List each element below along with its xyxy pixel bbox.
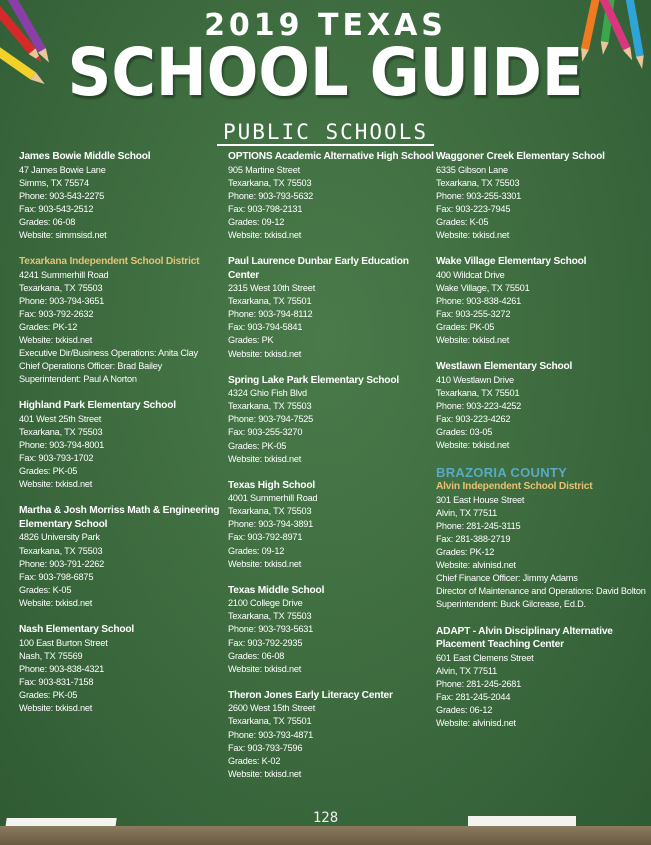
school-detail-line: Texarkana, TX 75503 bbox=[228, 506, 312, 517]
school-detail-line: Website: txkisd.net bbox=[19, 479, 93, 490]
school-name: Martha & Josh Morriss Math & Engineering Elementary School bbox=[19, 505, 220, 530]
school-entry bbox=[228, 584, 436, 676]
school-detail-line: Website: txkisd.net bbox=[228, 229, 302, 240]
county-heading: BRAZORIA COUNTY bbox=[436, 465, 568, 481]
school-detail-line: Grades: K-02 bbox=[228, 755, 281, 766]
school-detail-line: Texarkana, TX 75503 bbox=[228, 177, 312, 188]
school-detail-line: 4241 Summerhill Road bbox=[19, 269, 109, 280]
school-detail-line: Fax: 903-255-3272 bbox=[436, 308, 511, 319]
school-detail-line: 401 West 25th Street bbox=[19, 413, 102, 424]
district-name: Alvin Independent School District bbox=[436, 481, 593, 493]
school-name: Spring Lake Park Elementary School bbox=[228, 374, 399, 386]
school-entry bbox=[19, 399, 227, 491]
school-detail-line: 301 East House Street bbox=[436, 494, 525, 505]
school-detail-line: Phone: 903-223-4252 bbox=[436, 400, 522, 411]
school-entry bbox=[19, 504, 227, 610]
school-detail-line: 601 East Clemens Street bbox=[436, 652, 534, 663]
school-detail-line: Nash, TX 75569 bbox=[19, 650, 83, 661]
school-name: James Bowie Middle School bbox=[19, 151, 151, 162]
school-detail-line: Website: txkisd.net bbox=[19, 703, 93, 713]
school-detail-line: Texarkana, TX 75503 bbox=[436, 177, 520, 188]
school-detail-line: Fax: 903-792-2632 bbox=[19, 308, 94, 319]
page-header bbox=[0, 0, 651, 150]
school-detail-line: Superintendent: Buck Gilcrease, Ed.D. bbox=[436, 599, 586, 610]
school-entry bbox=[228, 255, 436, 361]
school-detail-line: Grades: PK-05 bbox=[228, 440, 287, 451]
school-detail-line: Fax: 903-793-1702 bbox=[19, 453, 94, 464]
school-entry bbox=[19, 150, 227, 242]
school-detail-line: Phone: 903-794-3891 bbox=[228, 519, 314, 530]
school-detail-line: 2100 College Drive bbox=[228, 598, 303, 609]
school-detail-line: Texarkana, TX 75501 bbox=[436, 387, 520, 398]
school-detail-line: Simms, TX 75574 bbox=[19, 177, 89, 188]
page-number: 128 bbox=[312, 810, 339, 826]
school-detail-line: Phone: 281-245-2681 bbox=[436, 678, 522, 689]
school-detail-line: Phone: 903-793-4871 bbox=[228, 729, 314, 740]
school-detail-line: Grades: 06-08 bbox=[19, 216, 76, 227]
school-detail-line: Grades: 06-12 bbox=[436, 704, 493, 715]
school-detail-line: Website: txkisd.net bbox=[228, 453, 302, 464]
school-detail-line: Superintendent: Paul A Norton bbox=[19, 374, 137, 385]
school-entry bbox=[436, 625, 646, 731]
school-name: Nash Elementary School bbox=[19, 624, 135, 636]
school-detail-line: Chief Finance Officer: Jimmy Adams bbox=[436, 573, 578, 584]
school-detail-line: Website: txkisd.net bbox=[436, 440, 510, 451]
school-detail-line: 400 Wildcat Drive bbox=[436, 269, 505, 280]
school-detail-line: Fax: 903-793-7596 bbox=[228, 742, 303, 753]
school-detail-line: Grades: 09-12 bbox=[228, 545, 285, 556]
school-name: Theron Jones Early Literacy Center bbox=[228, 689, 393, 701]
school-detail-line: Grades: PK-12 bbox=[19, 321, 78, 332]
school-detail-line: Phone: 903-543-2275 bbox=[19, 190, 105, 201]
school-detail-line: Website: txkisd.net bbox=[436, 229, 510, 240]
school-detail-line: Texarkana, TX 75503 bbox=[19, 545, 103, 556]
school-detail-line: Alvin, TX 77511 bbox=[436, 665, 498, 676]
school-detail-line: Phone: 903-255-3301 bbox=[436, 190, 522, 201]
school-detail-line: Fax: 903-543-2512 bbox=[19, 203, 94, 214]
school-name: Highland Park Elementary School bbox=[19, 400, 176, 412]
school-detail-line: Grades: PK bbox=[228, 335, 274, 346]
school-detail-line: Grades: 03-05 bbox=[436, 427, 493, 437]
school-detail-line: Fax: 903-831-7158 bbox=[19, 676, 94, 687]
school-detail-line: 6335 Gibson Lane bbox=[436, 164, 508, 175]
school-detail-line: 47 James Bowie Lane bbox=[19, 164, 106, 175]
school-detail-line: Phone: 903-794-3651 bbox=[19, 295, 105, 306]
district-name: Texarkana Independent School District bbox=[19, 256, 200, 268]
school-detail-line: Website: txkisd.net bbox=[19, 335, 93, 346]
school-detail-line: Texarkana, TX 75503 bbox=[228, 611, 312, 622]
school-detail-line: Website: txkisd.net bbox=[436, 335, 510, 346]
school-detail-line: Fax: 903-794-5841 bbox=[228, 322, 303, 333]
school-name: Texas Middle School bbox=[228, 584, 325, 596]
school-detail-line: 905 Martine Street bbox=[228, 164, 300, 175]
school-detail-line: Fax: 903-223-7945 bbox=[436, 203, 511, 214]
school-entry bbox=[228, 479, 436, 571]
school-entry bbox=[19, 623, 227, 715]
school-detail-line: Grades: PK-05 bbox=[19, 466, 78, 477]
school-entry bbox=[228, 374, 436, 466]
directory-column-3 bbox=[436, 150, 646, 743]
school-detail-line: Fax: 903-255-3270 bbox=[228, 427, 303, 438]
school-detail-line: 2315 West 10th Street bbox=[228, 283, 316, 294]
school-detail-line: Phone: 903-794-8112 bbox=[228, 309, 313, 320]
school-detail-line: Phone: 903-794-7525 bbox=[228, 414, 314, 425]
directory-column-2 bbox=[228, 150, 436, 794]
school-entry bbox=[19, 255, 227, 386]
school-name: OPTIONS Academic Alternative High School bbox=[228, 151, 434, 162]
directory-column-1 bbox=[19, 150, 227, 728]
school-entry bbox=[228, 150, 436, 242]
school-detail-line: Texarkana, TX 75503 bbox=[19, 282, 103, 293]
school-entry bbox=[436, 360, 646, 452]
school-name: ADAPT - Alvin Disciplinary Alternative Placement Teaching Center bbox=[436, 625, 613, 651]
section-subtitle bbox=[0, 120, 651, 144]
school-entry bbox=[228, 689, 436, 781]
school-detail-line: Fax: 903-223-4262 bbox=[436, 413, 511, 424]
school-detail-line: Wake Village, TX 75501 bbox=[436, 282, 530, 293]
school-detail-line: Fax: 903-792-2935 bbox=[228, 637, 303, 648]
school-detail-line: Grades: PK-12 bbox=[436, 547, 495, 558]
school-detail-line: Phone: 903-838-4321 bbox=[19, 663, 105, 674]
school-detail-line: Fax: 903-792-8971 bbox=[228, 532, 303, 543]
school-name: Paul Laurence Dunbar Early Education Center bbox=[228, 256, 409, 281]
school-detail-line: Director of Maintenance and Operations: David Bolton bbox=[436, 586, 646, 597]
school-detail-line: Website: alvinisd.net bbox=[436, 560, 516, 571]
school-entry bbox=[436, 255, 646, 347]
school-detail-line: Website: txkisd.net bbox=[19, 597, 93, 608]
school-detail-line: 4324 Ghio Fish Blvd bbox=[228, 388, 307, 399]
school-detail-line: Website: txkisd.net bbox=[228, 348, 302, 359]
school-detail-line: Phone: 903-793-5632 bbox=[228, 190, 314, 201]
school-detail-line: Website: txkisd.net bbox=[228, 768, 302, 779]
school-detail-line: Grades: K-05 bbox=[19, 584, 72, 595]
school-detail-line: Texarkana, TX 75503 bbox=[228, 401, 312, 412]
school-detail-line: Grades: PK-05 bbox=[436, 321, 495, 332]
school-name: Texas High School bbox=[228, 479, 315, 491]
school-detail-line: 100 East Burton Street bbox=[19, 637, 108, 648]
school-detail-line: Grades: 09-12 bbox=[228, 216, 285, 227]
school-detail-line: Fax: 281-388-2719 bbox=[436, 533, 511, 544]
school-detail-line: Website: txkisd.net bbox=[228, 663, 302, 674]
school-detail-line: Grades: K-05 bbox=[436, 216, 489, 227]
school-entry bbox=[436, 465, 646, 611]
school-detail-line: Executive Dir/Business Operations: Anita Clay bbox=[19, 348, 198, 359]
school-detail-line: Grades: 06-08 bbox=[228, 650, 285, 661]
school-detail-line: Chief Operations Officer: Brad Bailey bbox=[19, 361, 163, 372]
school-detail-line: Alvin, TX 77511 bbox=[436, 507, 498, 518]
school-detail-line: 4826 University Park bbox=[19, 532, 100, 543]
school-detail-line: Fax: 903-798-2131 bbox=[228, 203, 303, 214]
school-detail-line: 410 Westlawn Drive bbox=[436, 374, 514, 385]
school-entry bbox=[436, 150, 646, 242]
chalk-tray bbox=[0, 826, 651, 845]
school-detail-line: 2600 West 15th Street bbox=[228, 703, 316, 714]
school-detail-line: Phone: 903-838-4261 bbox=[436, 295, 522, 306]
school-detail-line: Phone: 903-791-2262 bbox=[19, 558, 105, 569]
section-subtitle-text: PUBLIC SCHOOLS bbox=[217, 120, 434, 146]
school-detail-line: Phone: 903-794-8001 bbox=[19, 440, 105, 451]
school-detail-line: Grades: PK-05 bbox=[19, 689, 78, 700]
school-detail-line: Texarkana, TX 75501 bbox=[228, 716, 312, 727]
school-detail-line: Fax: 903-798-6875 bbox=[19, 571, 94, 582]
school-detail-line: Phone: 903-793-5631 bbox=[228, 624, 314, 635]
guide-year-title: 2019 TEXAS bbox=[204, 8, 447, 43]
school-detail-line: Fax: 281-245-2044 bbox=[436, 691, 511, 702]
school-detail-line: Phone: 281-245-3115 bbox=[436, 520, 521, 531]
school-detail-line: 4001 Summerhill Road bbox=[228, 493, 318, 504]
school-detail-line: Website: simmsisd.net bbox=[19, 229, 107, 240]
school-name: Westlawn Elementary School bbox=[436, 361, 573, 373]
guide-main-title: SCHOOL GUIDE bbox=[67, 34, 584, 111]
school-detail-line: Texarkana, TX 75503 bbox=[19, 427, 103, 437]
school-name: Wake Village Elementary School bbox=[436, 256, 587, 268]
school-detail-line: Texarkana, TX 75501 bbox=[228, 296, 312, 307]
school-name: Waggoner Creek Elementary School bbox=[436, 151, 605, 162]
school-detail-line: Website: txkisd.net bbox=[228, 558, 302, 569]
school-detail-line: Website: alvinisd.net bbox=[436, 718, 516, 728]
